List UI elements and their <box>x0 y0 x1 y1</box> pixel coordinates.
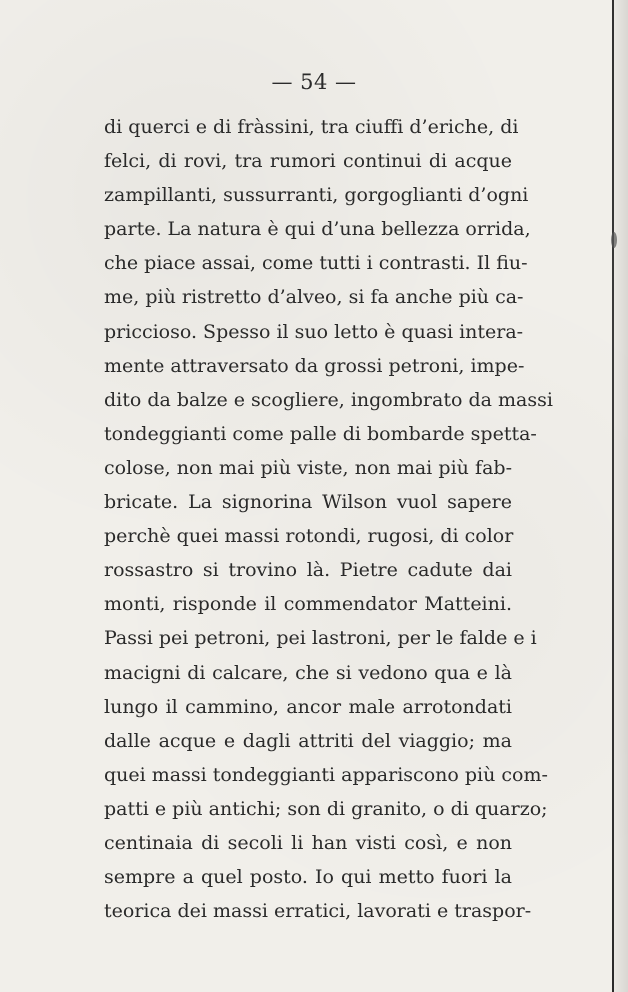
text-line: Passi pei petroni, pei lastroni, per le falde e i <box>104 627 537 650</box>
text-line: lungo il cammino, ancor male arrotondati <box>104 695 512 718</box>
text-line: priccioso. Spesso il suo letto è quasi intera- <box>104 320 524 343</box>
text-line: sempre a quel posto. Io qui metto fuori la <box>104 866 512 889</box>
text-line: patti e più antichi; son di granito, o di quarzo; <box>104 797 548 820</box>
text-line: bricate. La signorina Wilson vuol sapere <box>104 491 512 514</box>
text-line: felci, di rovi, tra rumori continui di acque <box>104 150 512 173</box>
text-line: teorica dei massi erratici, lavorati e traspor- <box>104 900 532 923</box>
text-line: colose, non mai più viste, non mai più fab- <box>104 456 512 479</box>
text-line: monti, risponde il commendator Matteini. <box>104 593 512 616</box>
binding-mark <box>611 232 617 248</box>
text-line: perchè quei massi rotondi, rugosi, di color <box>104 525 514 548</box>
text-line: mente attraversato da grossi petroni, impe- <box>104 354 525 377</box>
text-line: tondeggianti come palle di bombarde spetta- <box>104 422 537 445</box>
page-edge-shadow <box>614 0 628 992</box>
text-line: quei massi tondeggianti appariscono più com- <box>104 763 548 786</box>
page-number: — 54 — <box>271 70 357 94</box>
text-line: zampillanti, sussurranti, gorgoglianti d’ogni <box>104 184 529 207</box>
text-line: parte. La natura è qui d’una bellezza orrida, <box>104 218 531 241</box>
page-binding-edge <box>612 0 614 992</box>
text-line: me, più ristretto d’alveo, si fa anche più ca- <box>104 286 524 309</box>
text-line: di querci e di fràssini, tra ciuffi d’eriche, di <box>104 116 519 138</box>
text-block <box>104 110 553 928</box>
text-line: dito da balze e scogliere, ingombrato da massi <box>104 388 553 411</box>
text-line: centinaia di secoli li han visti così, e non <box>104 831 512 854</box>
text-line: dalle acque e dagli attriti del viaggio; ma <box>104 729 512 752</box>
text-line: che piace assai, come tutti i contrasti. Il fiu- <box>104 252 528 275</box>
text-line: macigni di calcare, che si vedono qua e là <box>104 661 512 684</box>
text-line: rossastro si trovino là. Pietre cadute dai <box>104 559 512 582</box>
